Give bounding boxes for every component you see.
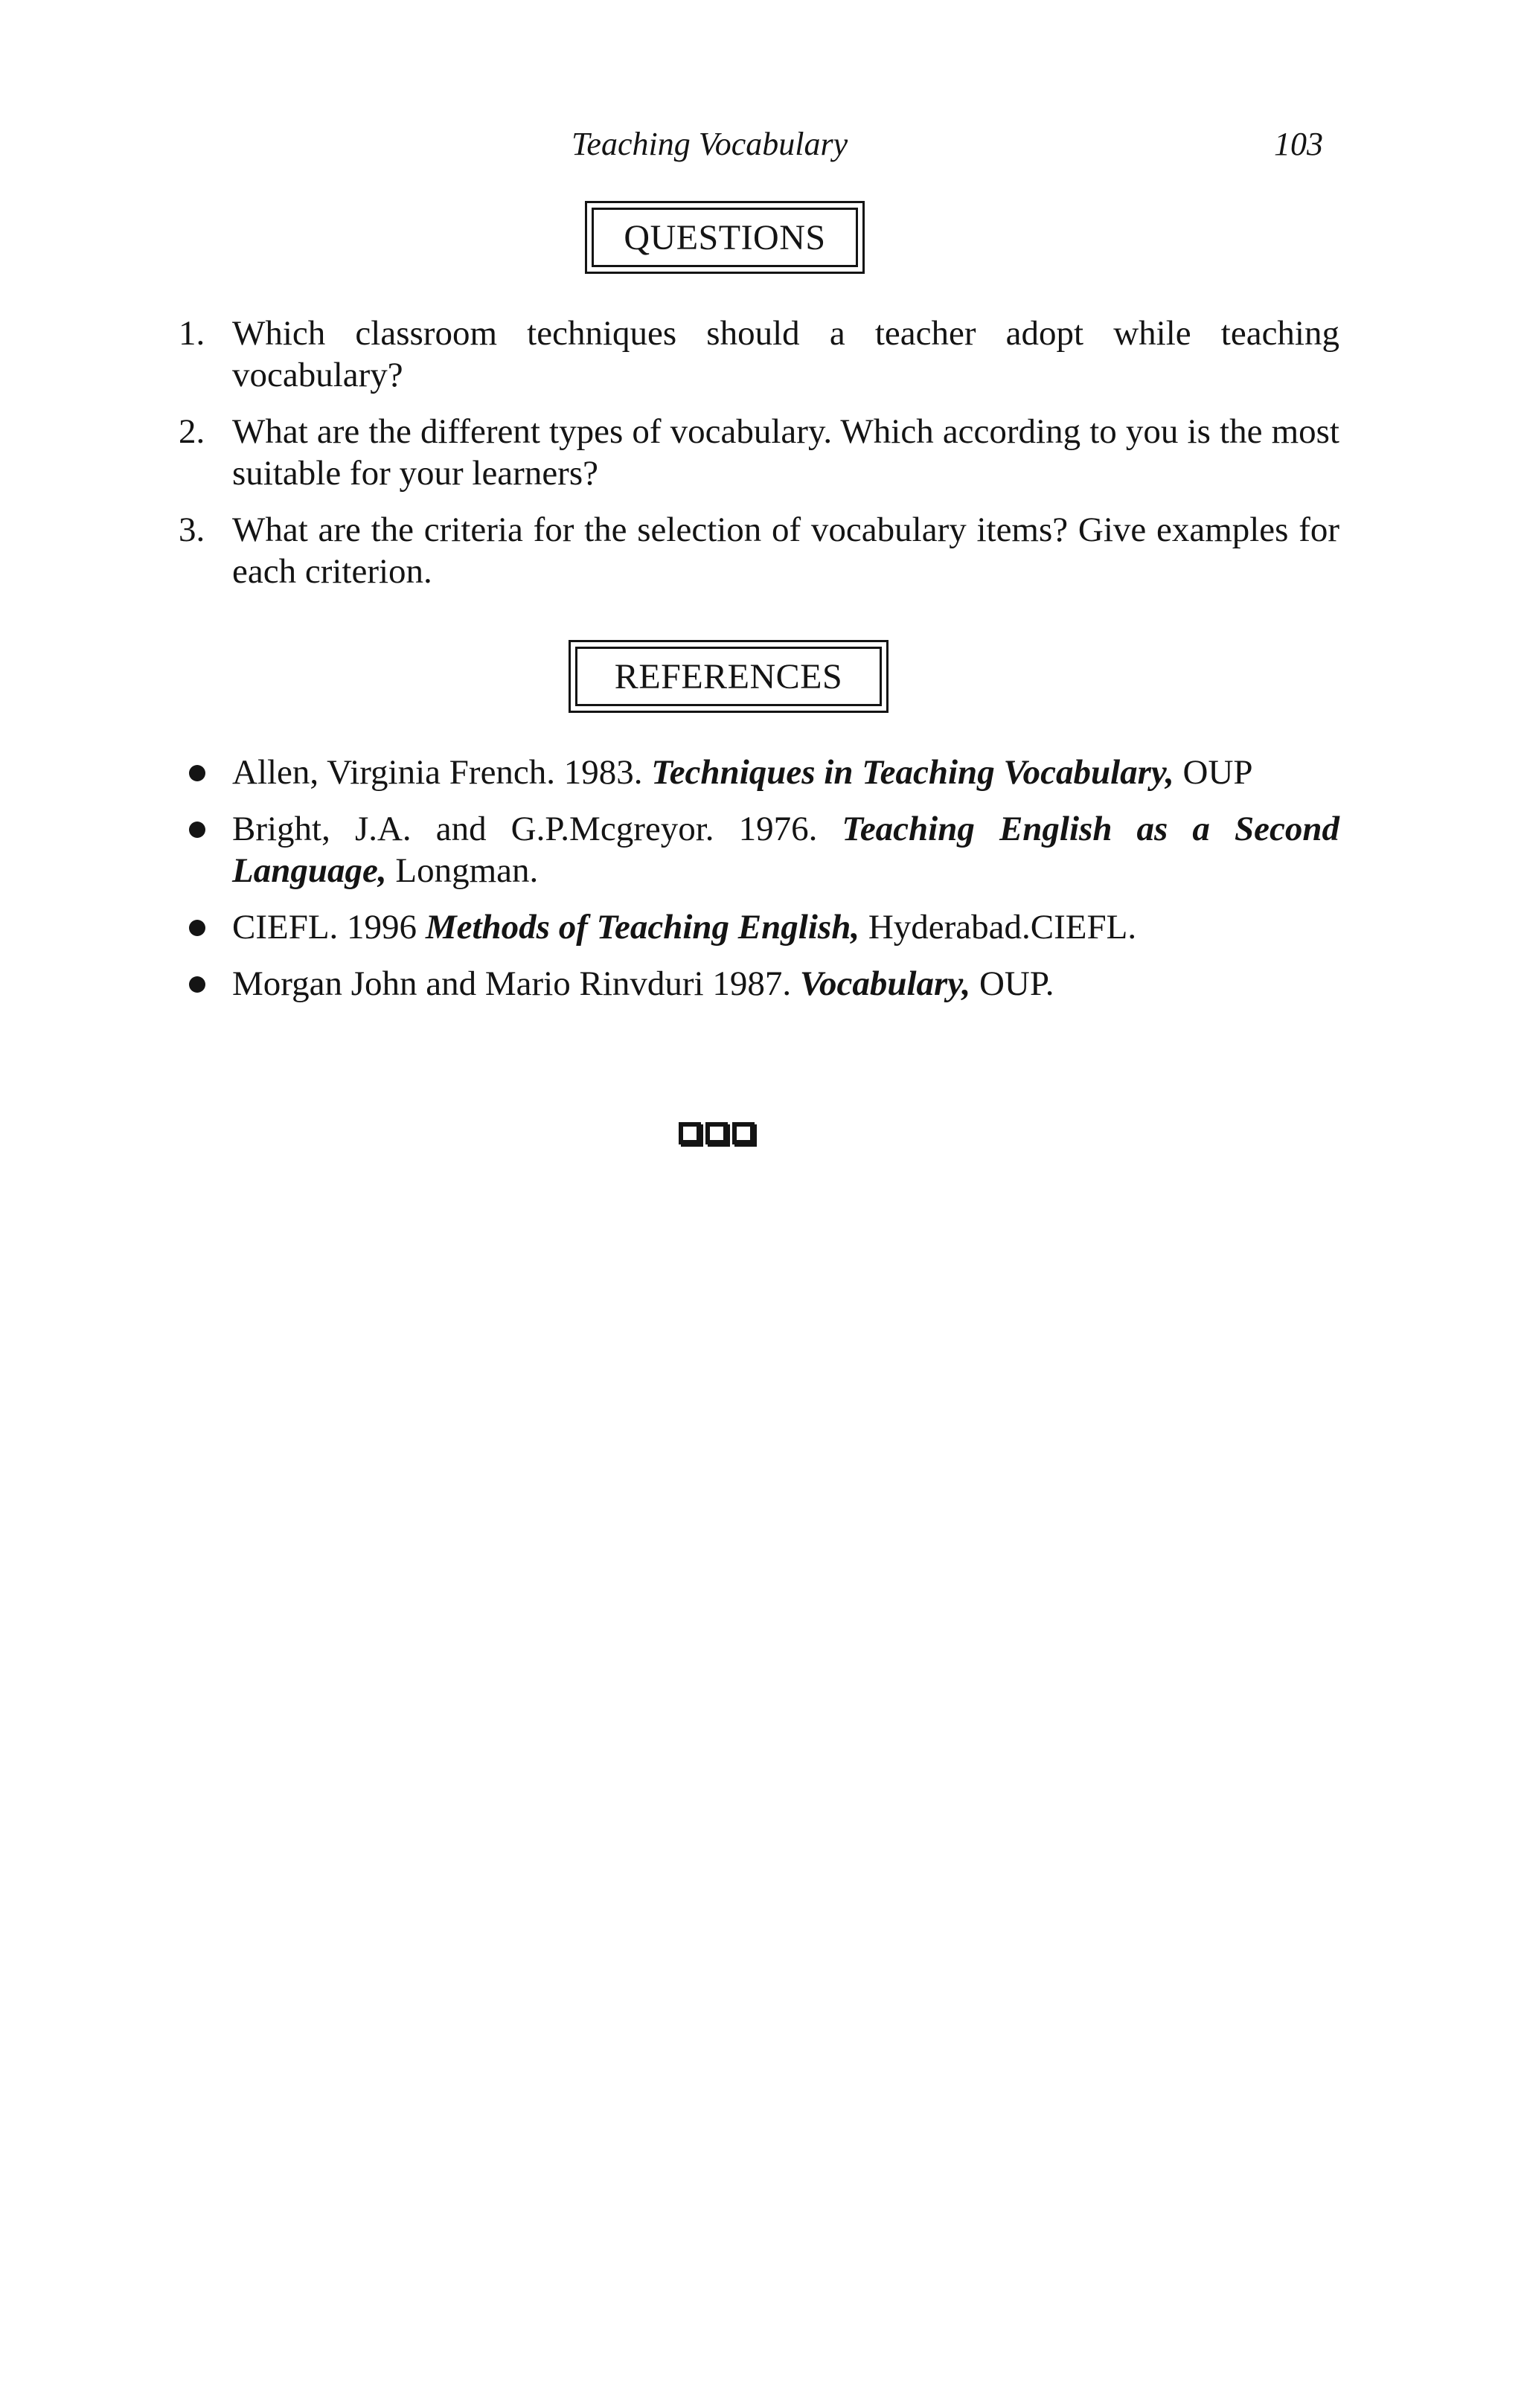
end-of-chapter-marks (679, 1122, 755, 1144)
reference-text (232, 906, 1339, 948)
reference-text (232, 808, 1339, 891)
question-number: 1. (179, 314, 205, 353)
bullet-icon (179, 963, 232, 1005)
running-head: Teaching Vocabulary (572, 126, 848, 162)
question-item (179, 313, 1339, 396)
reference-publisher: OUP (1174, 753, 1253, 792)
reference-publisher: Longman. (386, 851, 539, 890)
references-heading: REFERENCES (575, 647, 882, 706)
reference-author-year: CIEFL. 1996 (232, 908, 426, 947)
hollow-square-icon (732, 1122, 755, 1144)
references-list (179, 752, 1339, 1019)
reference-title: Vocabulary, (799, 964, 971, 1003)
question-text: What are the different types of vocabulary. Which according to you is the most suitable for your learners? (232, 412, 1339, 493)
references-heading-box (569, 640, 889, 713)
question-text: Which classroom techniques should a teacher adopt while teaching vocabulary? (232, 314, 1339, 394)
reference-item (179, 752, 1339, 793)
hollow-square-icon (679, 1122, 701, 1144)
bullet-icon (179, 808, 232, 891)
bullet-icon (179, 906, 232, 948)
questions-heading: QUESTIONS (592, 208, 858, 267)
reference-author-year: Bright, J.A. and G.P.Mcgreyor. 1976. (232, 810, 842, 848)
question-item (179, 509, 1339, 592)
reference-publisher: Hyderabad.CIEFL. (859, 908, 1137, 947)
question-item (179, 411, 1339, 494)
questions-list (179, 313, 1339, 607)
reference-author-year: Allen, Virginia French. 1983. (232, 753, 652, 792)
reference-title: Techniques in Teaching Vocabulary, (651, 753, 1174, 792)
reference-title: Methods of Teaching English, (425, 908, 860, 947)
reference-item (179, 906, 1339, 948)
question-number: 3. (179, 510, 205, 549)
reference-item (179, 808, 1339, 891)
hollow-square-icon (705, 1122, 728, 1144)
reference-author-year: Morgan John and Mario Rinvduri 1987. (232, 964, 800, 1003)
reference-text (232, 963, 1339, 1005)
reference-publisher: OUP. (970, 964, 1054, 1003)
bullet-icon (179, 752, 232, 793)
page-number: 103 (1274, 126, 1323, 162)
reference-title: Teaching English as a Second Language, (232, 810, 1339, 890)
questions-heading-box (585, 201, 865, 274)
question-number: 2. (179, 412, 205, 451)
reference-item (179, 963, 1339, 1005)
question-text: What are the criteria for the selection of vocabulary items? Give examples for each criterion. (232, 510, 1339, 591)
reference-text (232, 752, 1339, 793)
